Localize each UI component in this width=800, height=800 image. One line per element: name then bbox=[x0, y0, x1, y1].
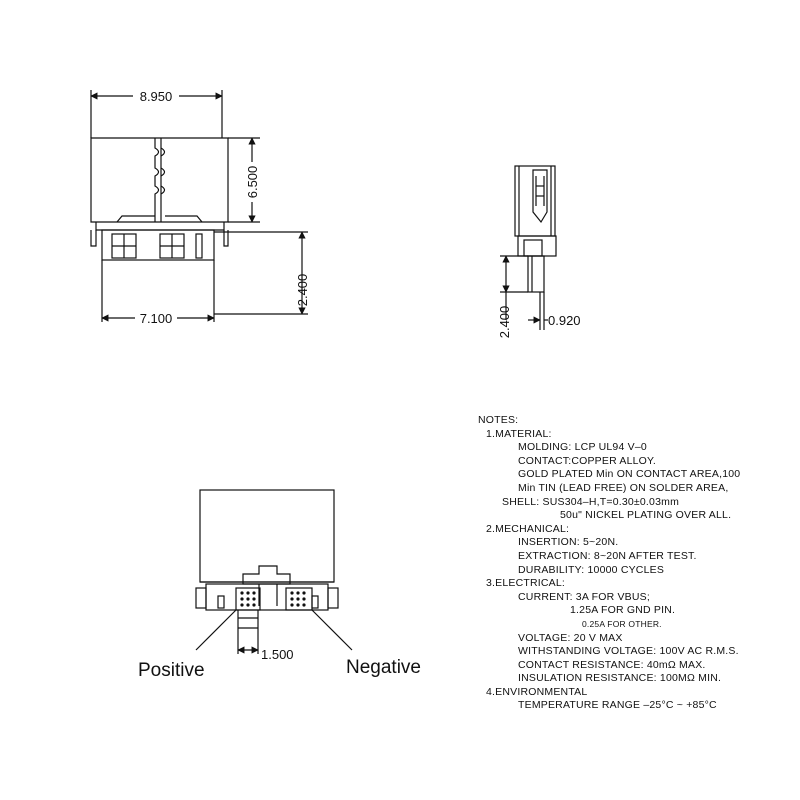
notes-current-other: 0.25A FOR OTHER. bbox=[582, 618, 662, 629]
notes-title: NOTES: bbox=[478, 414, 519, 426]
label-positive: Positive bbox=[138, 660, 205, 681]
leader-positive bbox=[196, 610, 236, 650]
side-view bbox=[500, 166, 556, 330]
dim-bottom-pin-pitch: 1.500 bbox=[261, 647, 294, 662]
dim-side-pin-length: 2.400 bbox=[497, 305, 512, 339]
notes-contact-resistance: CONTACT RESISTANCE: 40mΩ MAX. bbox=[518, 658, 706, 671]
notes-material-heading: 1.MATERIAL: bbox=[486, 427, 552, 440]
notes-durability: DURABILITY: 10000 CYCLES bbox=[518, 563, 665, 576]
dim-front-pin-length: 2.400 bbox=[295, 273, 310, 307]
notes-molding: MOLDING: LCP UL94 V–0 bbox=[518, 441, 647, 454]
notes-shell: SHELL: SUS304–H,T=0.30±0.03mm bbox=[502, 495, 680, 508]
dim-side-pin-width: 0.920 bbox=[548, 313, 581, 328]
bottom-contact-dots bbox=[240, 591, 305, 606]
leader-negative bbox=[312, 610, 352, 650]
notes-electrical-heading: 3.ELECTRICAL: bbox=[486, 577, 566, 590]
dim-front-width: 8.950 bbox=[139, 89, 173, 104]
front-body-notch bbox=[155, 138, 159, 222]
notes-nickel: 50u" NICKEL PLATING OVER ALL. bbox=[560, 509, 732, 522]
side-pin bbox=[528, 256, 544, 292]
notes-gold-2: Min TIN (LEAD FREE) ON SOLDER AREA, bbox=[518, 481, 729, 494]
notes-withstanding: WITHSTANDING VOLTAGE: 100V AC R.M.S. bbox=[518, 645, 739, 658]
notes-insulation-resistance: INSULATION RESISTANCE: 100MΩ MIN. bbox=[518, 672, 722, 685]
notes-environmental-heading: 4.ENVIRONMENTAL bbox=[486, 685, 588, 698]
bottom-view bbox=[196, 490, 352, 654]
front-view bbox=[91, 90, 308, 322]
dim-front-pin-span: 7.100 bbox=[139, 311, 173, 326]
notes-mechanical-heading: 2.MECHANICAL: bbox=[486, 522, 570, 535]
side-body-outline bbox=[515, 166, 555, 236]
front-body-outline bbox=[91, 138, 228, 222]
bottom-latch bbox=[243, 566, 290, 584]
notes-current-gnd: 1.25A FOR GND PIN. bbox=[570, 604, 676, 617]
notes-contact: CONTACT:COPPER ALLOY. bbox=[518, 454, 657, 467]
bottom-body-outline bbox=[200, 490, 334, 582]
notes-temperature: TEMPERATURE RANGE –25°C ~ +85°C bbox=[518, 699, 717, 712]
notes-block bbox=[478, 414, 793, 713]
dim-front-height: 6.500 bbox=[245, 165, 260, 199]
notes-extraction: EXTRACTION: 8~20N AFTER TEST. bbox=[518, 549, 697, 562]
notes-insertion: INSERTION: 5~20N. bbox=[518, 536, 619, 549]
notes-gold-1: GOLD PLATED Min ON CONTACT AREA,100 bbox=[518, 468, 741, 481]
notes-current: CURRENT: 3A FOR VBUS; bbox=[518, 590, 650, 603]
label-negative: Negative bbox=[346, 657, 421, 678]
notes-voltage: VOLTAGE: 20 V MAX bbox=[518, 631, 623, 644]
